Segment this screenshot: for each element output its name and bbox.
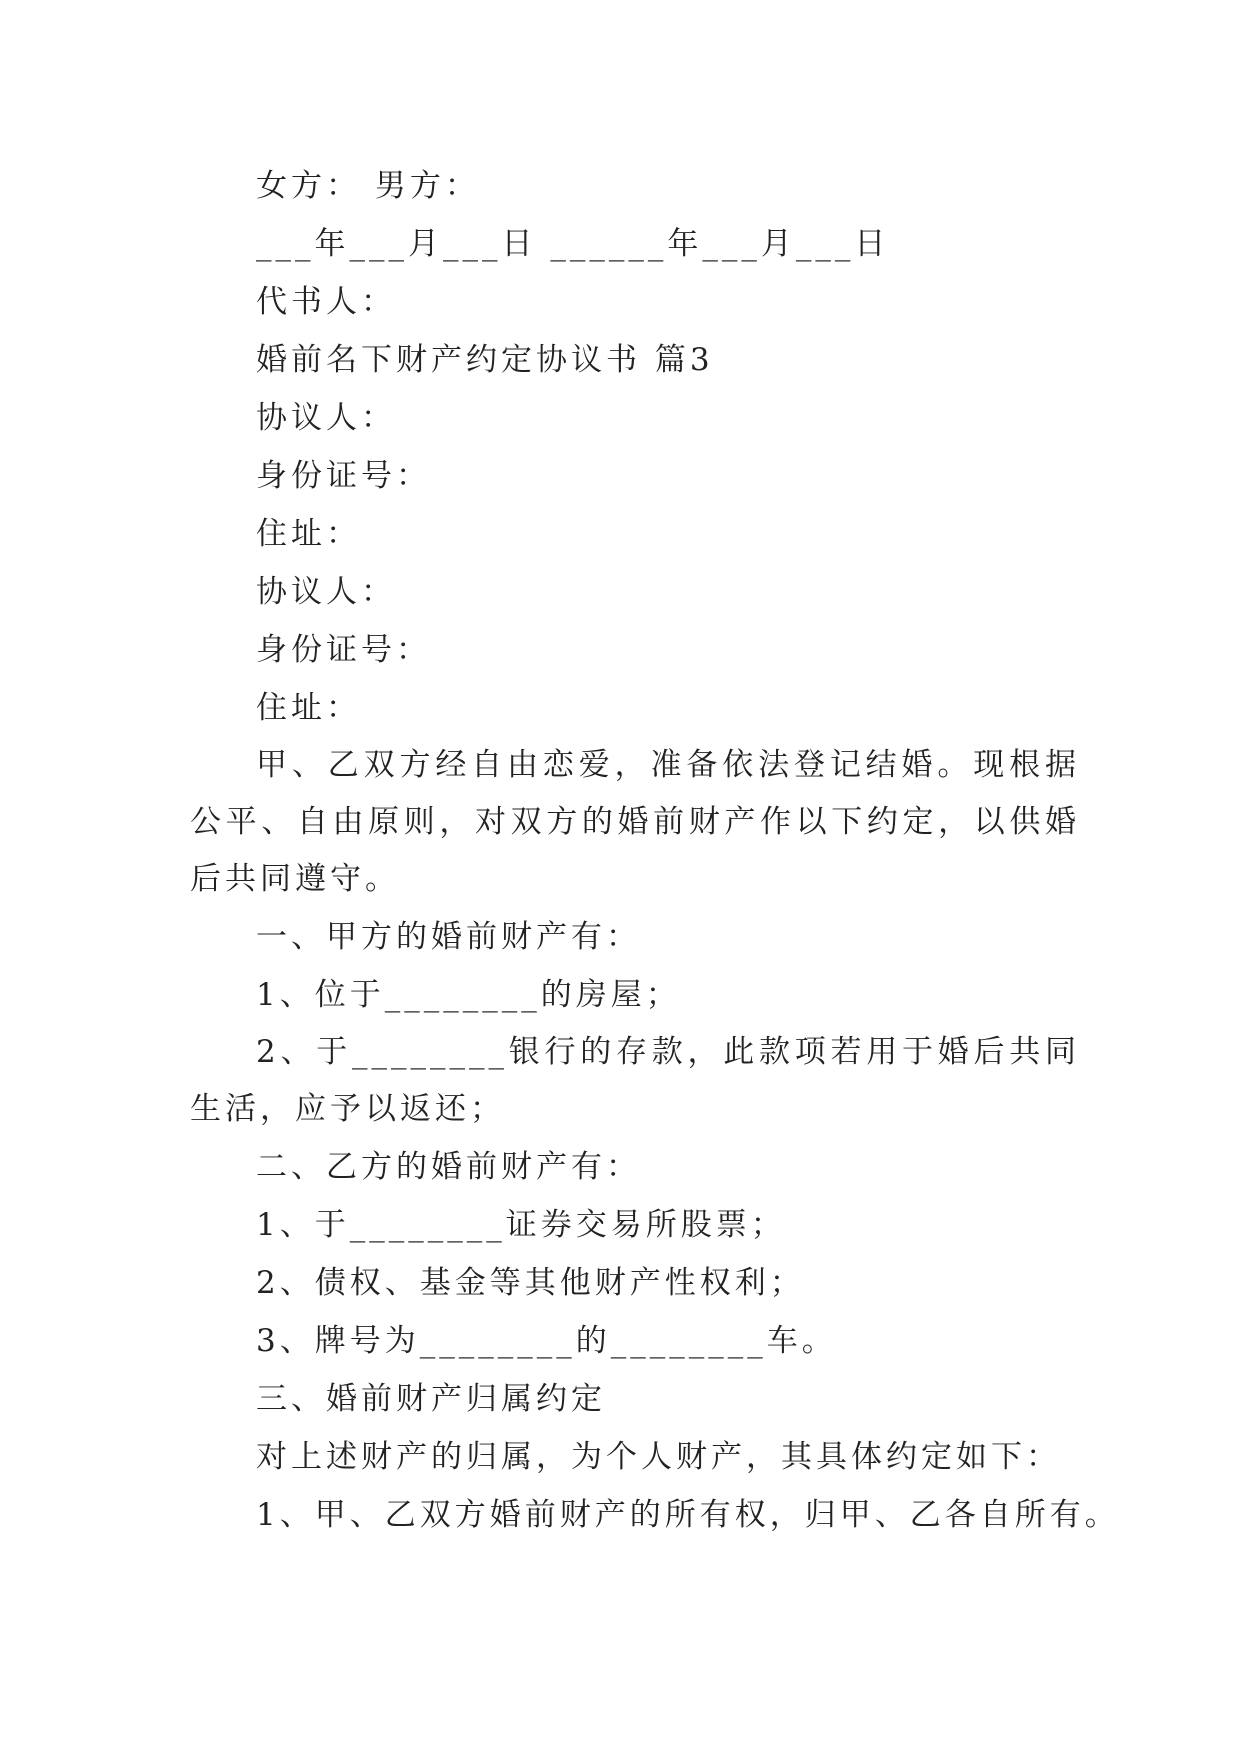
intro-paragraph: 甲、乙双方经自由恋爱，准备依法登记结婚。现根据公平、自由原则，对双方的婚前财产作以下约定，以供婚后共同遵守。 (190, 747, 1080, 897)
section3-heading: 三、婚前财产归属约定 (256, 1381, 606, 1417)
section-title: 婚前名下财产约定协议书 篇3 (256, 342, 714, 378)
date-line: ___年___月___日 ______年___月___日 (256, 226, 890, 262)
party-a-address: 住址： (256, 516, 361, 552)
signature-line: 女方： 男方： (256, 168, 480, 204)
section2-heading: 二、乙方的婚前财产有： (256, 1149, 641, 1185)
section1-heading: 一、甲方的婚前财产有： (256, 919, 641, 955)
section1-item1: 1、位于________的房屋； (256, 977, 681, 1013)
section2-item1: 1、于________证券交易所股票； (256, 1207, 786, 1243)
scribe-line: 代书人： (256, 284, 396, 320)
document-body (190, 157, 1120, 1544)
party-a-id: 身份证号： (256, 458, 431, 494)
party-b-address: 住址： (256, 690, 361, 726)
section1-item2: 2、于________银行的存款，此款项若用于婚后共同生活，应予以返还； (190, 1034, 1080, 1127)
section3-line1: 对上述财产的归属，为个人财产，其具体约定如下： (256, 1439, 1061, 1475)
section2-item2: 2、债权、基金等其他财产性权利； (256, 1265, 805, 1301)
section2-item3: 3、牌号为________的________车。 (256, 1323, 837, 1359)
section3-line2: 1、甲、乙双方婚前财产的所有权，归甲、乙各自所有。 (256, 1497, 1120, 1533)
party-a-label: 协议人： (256, 400, 396, 436)
party-b-label: 协议人： (256, 574, 396, 610)
party-b-id: 身份证号： (256, 632, 431, 668)
